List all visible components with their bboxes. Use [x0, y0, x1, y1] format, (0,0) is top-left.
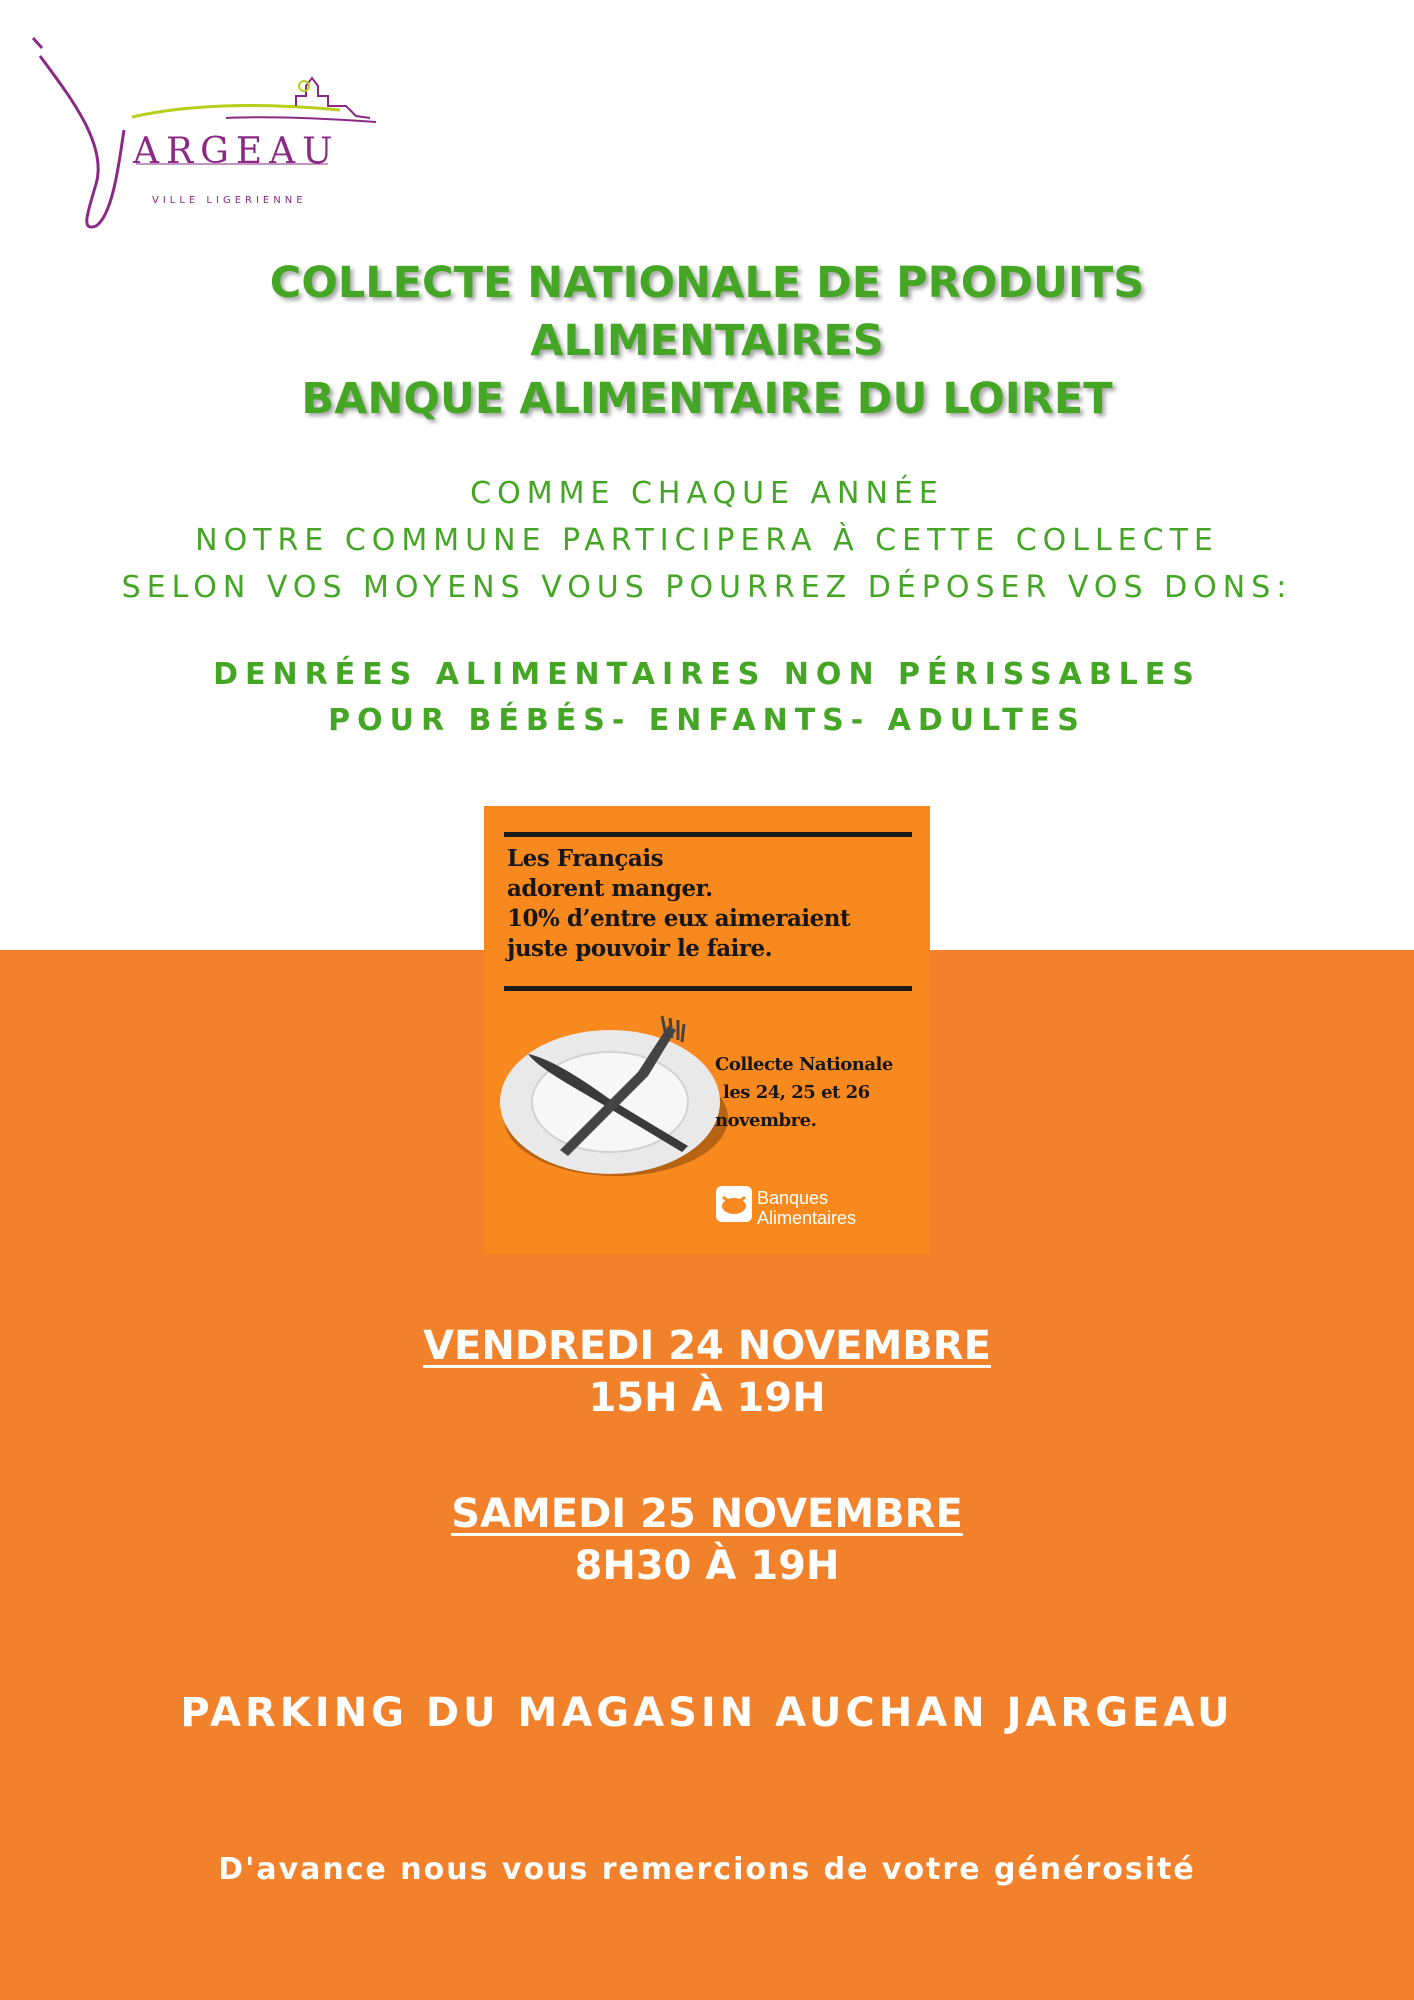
schedule-day: VENDREDI 24 NOVEMBRE [423, 1323, 991, 1369]
donation-line: DENRÉES ALIMENTAIRES NON PÉRISSABLES [213, 657, 1201, 692]
donation-line: POUR BÉBÉS- ENFANTS- ADULTES [328, 703, 1086, 738]
intro-line: COMME CHAQUE ANNÉE [470, 476, 944, 511]
schedule-day: SAMEDI 25 NOVEMBRE [451, 1491, 963, 1537]
poster-collecte-line: novembre. [715, 1110, 817, 1131]
collection-location: PARKING DU MAGASIN AUCHAN JARGEAU [180, 1690, 1234, 1736]
schedule-friday [0, 1320, 1414, 1424]
plate-icon [498, 1006, 728, 1186]
main-title [0, 254, 1414, 428]
poster-collecte-line: les 24, 25 et 26 [723, 1082, 870, 1103]
intro-text [0, 470, 1414, 611]
intro-line: NOTRE COMMUNE PARTICIPERA À CETTE COLLECTE [195, 523, 1219, 558]
poster-collecte-line: Collecte Nationale [715, 1054, 893, 1075]
schedule-saturday [0, 1488, 1414, 1592]
title-line: COLLECTE NATIONALE DE PRODUITS [269, 258, 1145, 308]
banques-alimentaires-logo [715, 1185, 915, 1231]
title-line: ALIMENTAIRES [530, 316, 884, 366]
poster-bottom-rule [504, 986, 912, 991]
title-line: BANQUE ALIMENTAIRE DU LOIRET [301, 374, 1113, 424]
poster-headline-line: adorent manger. [507, 875, 713, 902]
poster-top-rule [504, 832, 912, 837]
intro-line: SELON VOS MOYENS VOUS POURREZ DÉPOSER VOS DONS: [121, 570, 1293, 605]
ba-text-line: Alimentaires [757, 1208, 857, 1228]
banques-alimentaires-poster [484, 806, 930, 1254]
logo-tagline: VILLE LIGERIENNE [152, 195, 307, 206]
logo-wordmark: ARGEAU [133, 131, 340, 172]
donation-types [0, 652, 1414, 744]
schedule-hours: 15H À 19H [588, 1375, 826, 1421]
banques-alimentaires-icon [715, 1185, 753, 1223]
poster-headline-line: 10% d’entre eux aimeraient [507, 905, 851, 932]
poster-collecte-dates [715, 1051, 927, 1135]
poster-headline-line: Les Français [507, 845, 664, 872]
ba-text-line: Banques [757, 1188, 829, 1208]
thanks-message: D'avance nous vous remercions de votre générosité [218, 1852, 1196, 1887]
jargeau-logo [28, 34, 388, 234]
schedule-hours: 8H30 À 19H [574, 1543, 840, 1589]
poster-headline-line: juste pouvoir le faire. [507, 935, 773, 962]
poster-headline [507, 844, 917, 964]
banques-alimentaires-text [757, 1188, 856, 1228]
